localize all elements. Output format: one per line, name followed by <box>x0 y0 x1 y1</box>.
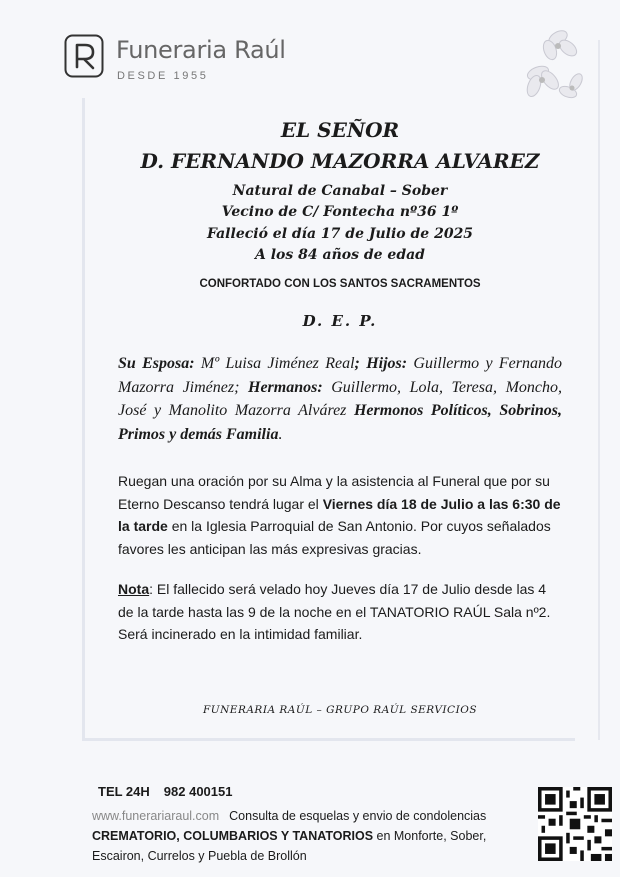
spouse-name: Mº Luisa Jiménez Real <box>194 355 355 372</box>
comforted-line: CONFORTADO CON LOS SANTOS SACRAMENTOS <box>199 278 481 290</box>
note-paragraph <box>118 578 564 646</box>
notice-title: EL SEÑOR <box>280 118 400 142</box>
flowers-icon <box>498 18 588 110</box>
brand-since: DESDE 1955 <box>117 70 209 82</box>
contact-info <box>92 806 512 866</box>
phone-label: TEL 24H <box>98 784 150 799</box>
spouse-label: Su Esposa: <box>118 355 195 372</box>
website-link[interactable]: www.funerariaraul.com <box>92 809 220 823</box>
contact-text-1: Consulta de esquelas y envio de condolencias <box>229 809 487 823</box>
age-line: A los 84 años de edad <box>255 247 425 263</box>
funeral-paragraph <box>118 470 564 560</box>
children-names: Guillermo y Fernando Mazorra Jiménez; <box>118 355 563 396</box>
phone-line <box>98 784 246 799</box>
funeral-text-1: Ruegan una oración por su Alma y la asistencia al Funeral que por su Eterno Descanso tendrá lugar el <box>118 473 550 512</box>
decorative-frame-right <box>598 40 600 740</box>
children-label: ; Hijos: <box>354 355 408 372</box>
brand-name: Funeraria Raúl <box>116 36 286 64</box>
deceased-name: D. FERNANDO MAZORRA ALVAREZ <box>140 149 540 173</box>
qr-code-icon[interactable] <box>538 787 612 861</box>
funeral-date: Viernes día 18 de Julio a las 6:30 de la tarde <box>118 495 561 534</box>
contact-text-2: en Monforte, Sober, Escairon, Currelos y Puebla de Brollón <box>92 829 487 863</box>
dep-line: D. E. P. <box>302 312 378 330</box>
death-date-line: Falleció el día 17 de Julio de 2025 <box>206 226 474 242</box>
funeral-home-signature: FUNERARIA RAÚL – GRUPO RAÚL SERVICIOS <box>202 704 478 716</box>
services-list: CREMATORIO, COLUMBARIOS Y TANATORIOS <box>92 829 374 843</box>
note-label: Nota <box>118 581 150 597</box>
family-paragraph <box>118 352 562 446</box>
resident-line: Vecino de C/ Fontecha nº36 1º <box>221 204 459 220</box>
family-closing-end: . <box>278 425 283 443</box>
phone-number: 982 400151 <box>163 784 233 799</box>
family-closing: Hermonos Políticos, Sobrinos, Primos y demás Familia <box>118 402 563 443</box>
siblings-names: Guillermo, Lola, Teresa, Moncho, José y Manolito Mazorra Alvárez <box>118 378 562 419</box>
note-text: : El fallecido será velado hoy Jueves día 17 de Julio desde las 4 de la tarde hasta las 9 de la noche en el TANATORIO RAÚL Sala nº2. Será incinerado en la intimidad familiar. <box>118 581 551 642</box>
funeral-text-2: en la Iglesia Parroquial de San Antonio. Por cuyos señalados favores les anticipan las más expresivas gracias. <box>118 518 551 557</box>
native-line: Natural de Canabal – Sober <box>232 183 448 199</box>
funeraria-logo-icon <box>64 34 104 78</box>
siblings-label: Hermanos: <box>239 378 323 396</box>
